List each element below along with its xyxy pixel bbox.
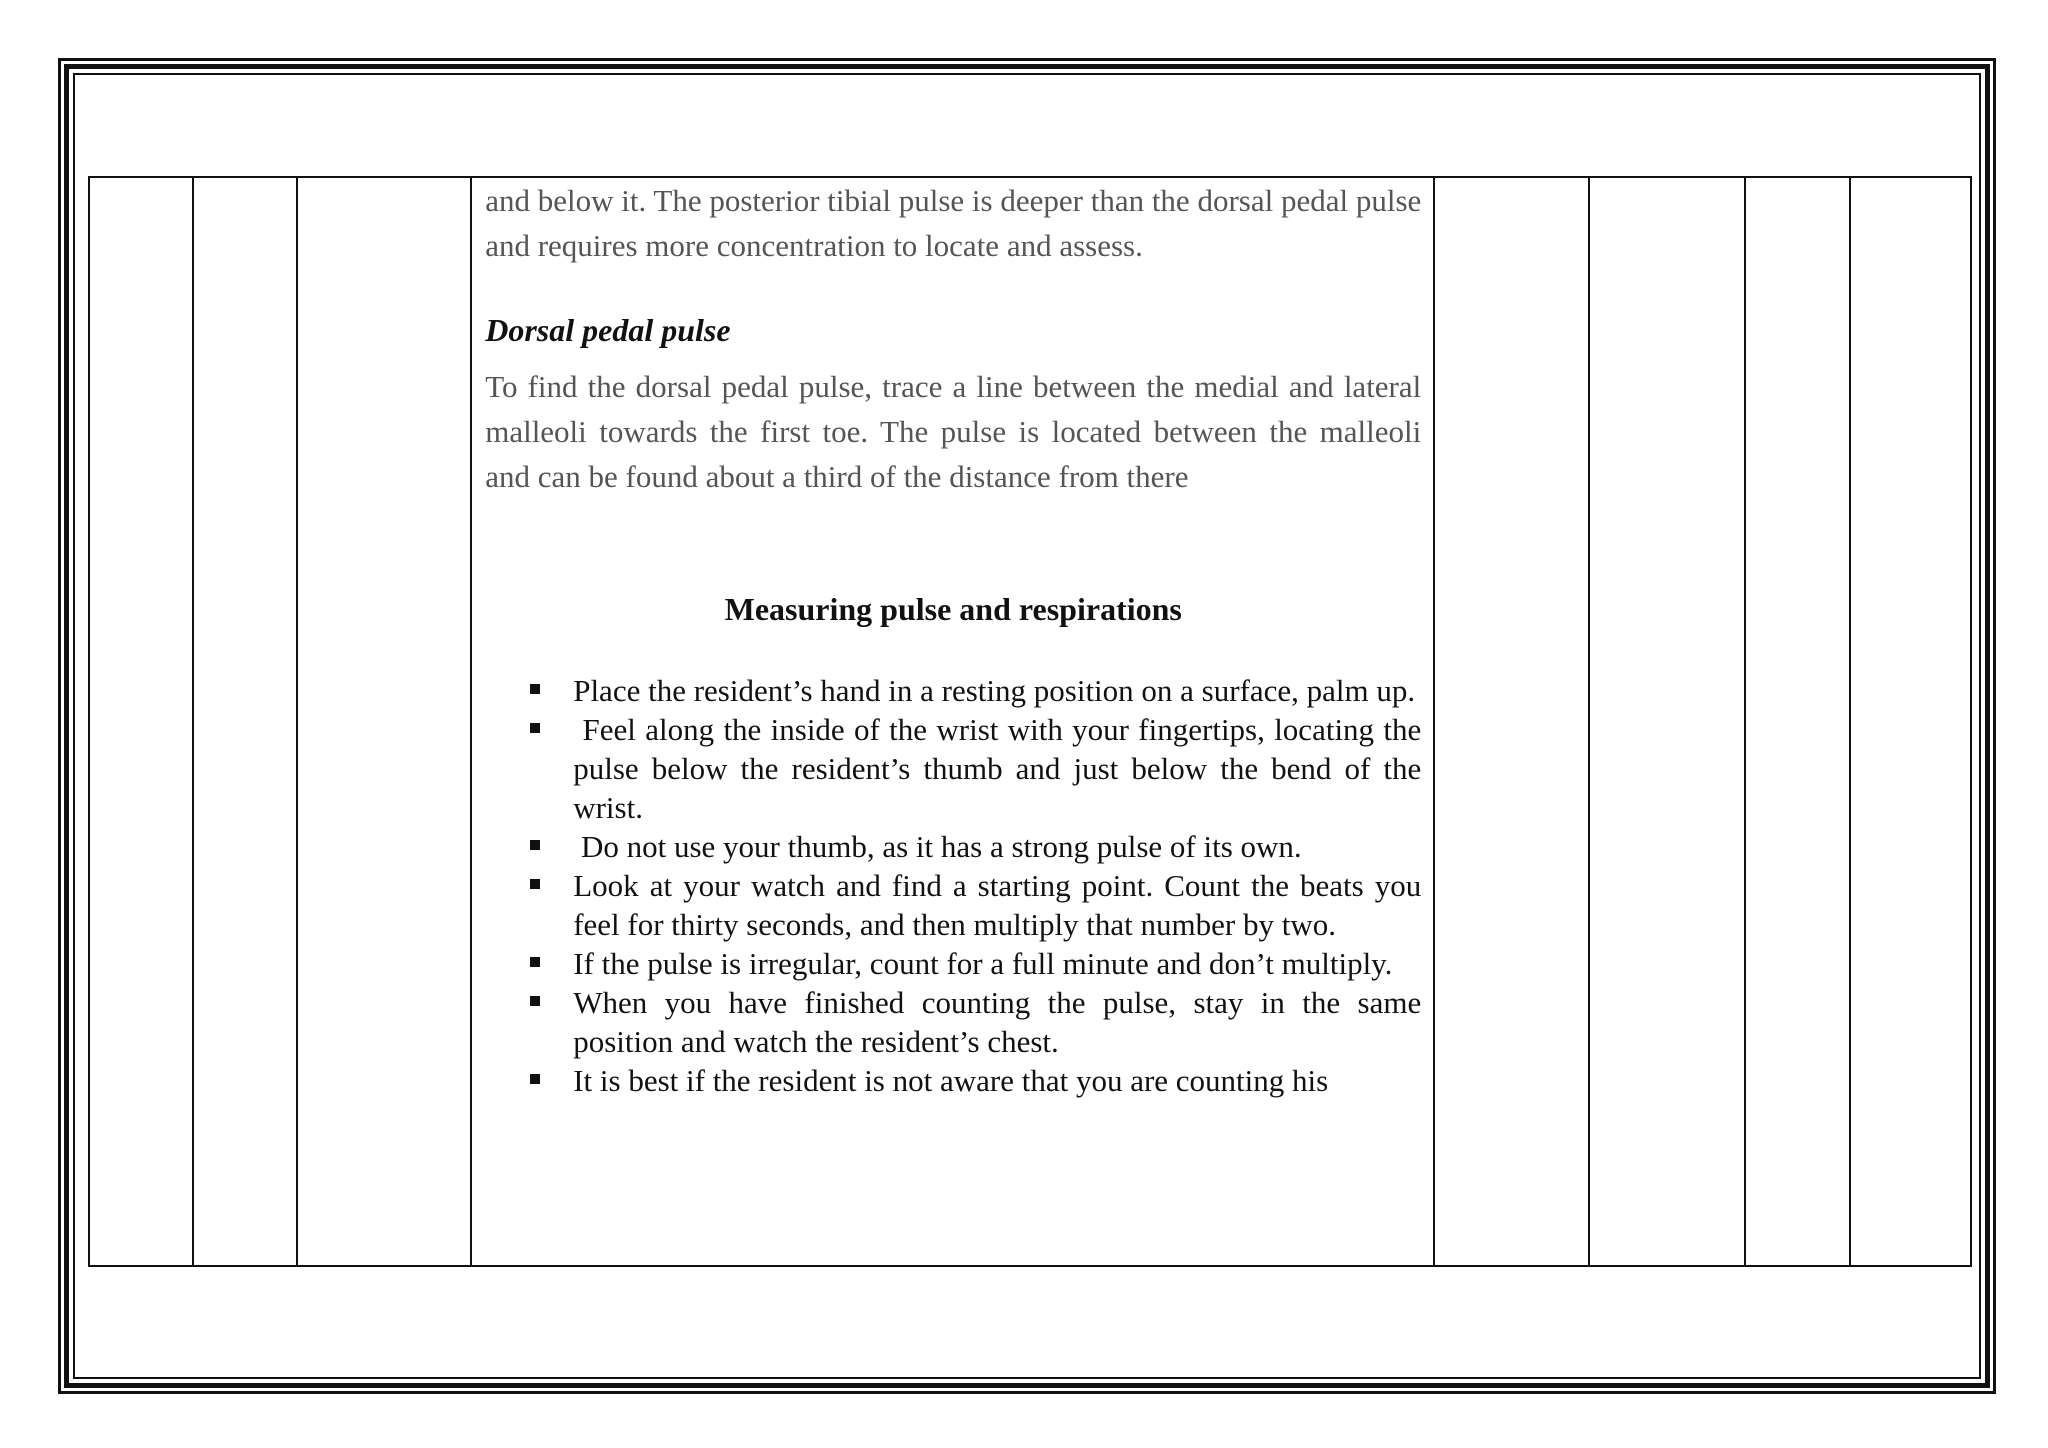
square-bullet-icon xyxy=(530,723,540,733)
bullet-text: If the pulse is irregular, count for a full minute and don’t multiply. xyxy=(573,946,1393,981)
intro-paragraph: and below it. The posterior tibial pulse is deeper than the dorsal pedal pulse and requires more concentration to locate and assess. xyxy=(485,183,1422,263)
square-bullet-icon xyxy=(530,840,540,850)
table-cell-col-6 xyxy=(1589,177,1745,1266)
section-title: Measuring pulse and respirations xyxy=(724,591,1182,627)
dorsal-pedal-heading: Dorsal pedal pulse xyxy=(485,312,731,348)
bullet-list xyxy=(485,671,1421,1100)
table-row xyxy=(89,177,1971,1266)
bullet-item xyxy=(573,710,1421,827)
square-bullet-icon xyxy=(530,684,540,694)
bullet-text: Do not use your thumb, as it has a strong pulse of its own. xyxy=(573,829,1302,864)
bullet-text: It is best if the resident is not aware that you are counting his xyxy=(573,1063,1329,1098)
dorsal-pedal-paragraph: To find the dorsal pedal pulse, trace a line between the medial and lateral malleoli towards the first toe. The pulse is located between the malleoli and can be found about a third of the distance from there xyxy=(485,369,1422,494)
table-cell-col-7 xyxy=(1745,177,1849,1266)
square-bullet-icon xyxy=(530,996,540,1006)
content-body xyxy=(472,178,1433,1100)
bullet-item xyxy=(573,944,1421,983)
content-table xyxy=(88,176,1972,1267)
table-cell-col-5 xyxy=(1434,177,1588,1266)
bullet-text: Look at your watch and find a starting point. Count the beats you feel for thirty seconds, and then multiply that number by two. xyxy=(573,868,1422,942)
square-bullet-icon xyxy=(530,1074,540,1084)
square-bullet-icon xyxy=(530,957,540,967)
table-cell-content xyxy=(471,177,1434,1266)
bullet-item xyxy=(573,1061,1421,1100)
table-cell-col-2 xyxy=(193,177,296,1266)
table-cell-col-3 xyxy=(297,177,472,1266)
table-cell-col-8 xyxy=(1850,177,1971,1266)
bullet-item xyxy=(573,983,1421,1061)
table-cell-col-1 xyxy=(89,177,193,1266)
bullet-text: Place the resident’s hand in a resting position on a surface, palm up. xyxy=(573,673,1416,708)
bullet-item xyxy=(573,827,1421,866)
bullet-text: Feel along the inside of the wrist with your fingertips, locating the pulse below the resident’s thumb and just below the bend of the wrist. xyxy=(573,712,1422,825)
bullet-item xyxy=(573,671,1421,710)
bullet-text: When you have finished counting the pulse, stay in the same position and watch the resident’s chest. xyxy=(573,985,1422,1059)
square-bullet-icon xyxy=(530,879,540,889)
bullet-item xyxy=(573,866,1421,944)
